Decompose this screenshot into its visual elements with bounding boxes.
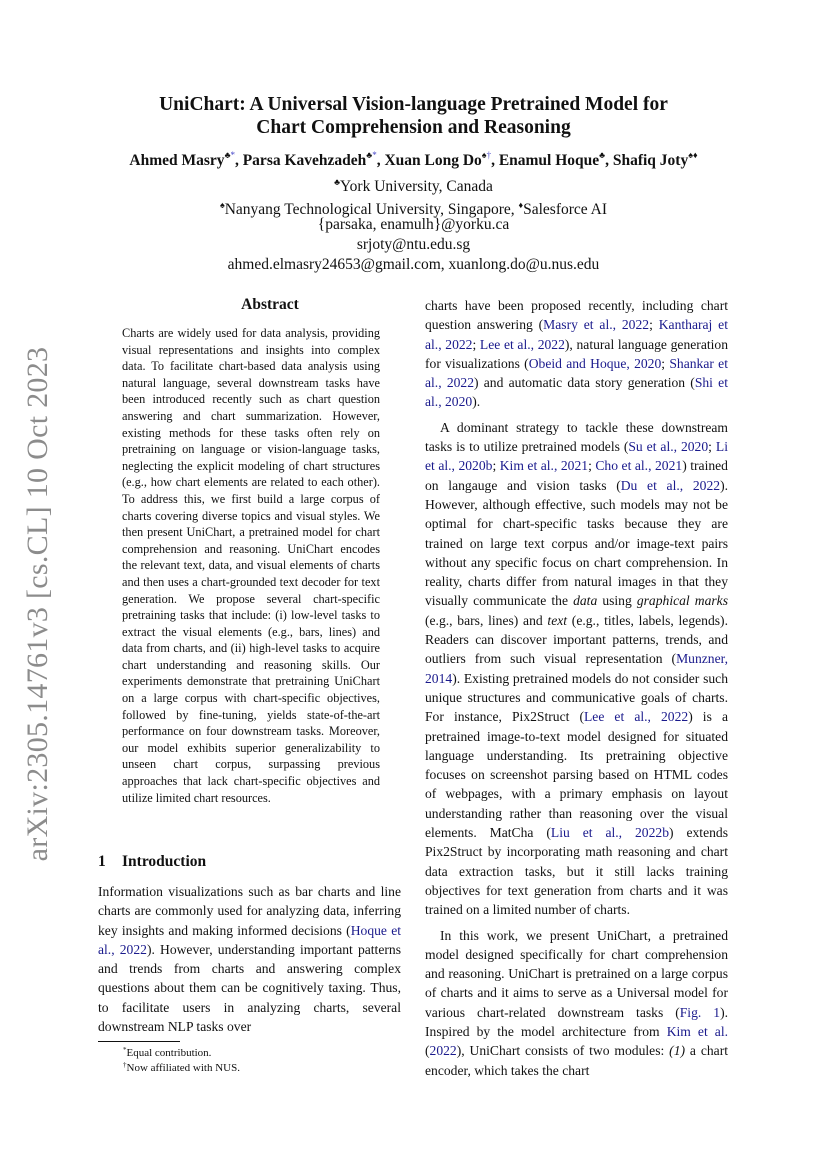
author: Ahmed Masry♣*, [129, 150, 243, 169]
affiliation-ntu-salesforce: ♠Nanyang Technological University, Singapore, ♦Salesforce AI [219, 200, 608, 218]
author-list [0, 150, 827, 170]
email-line: srjoty@ntu.edu.sg [356, 236, 471, 253]
author: Enamul Hoque♣, [498, 150, 613, 169]
citation-link[interactable]: Kim et al. [666, 1023, 729, 1039]
citation-link[interactable]: Masry et al., 2022 [543, 317, 650, 333]
abstract-body: Charts are widely used for data analysis, providing visual representations and insights into complex data. To facilitate chart-based data analysis using natural language, several downstream tasks have been introduced recently such as chart question answering and chart summarization. However, existing methods for these tasks often rely on pretraining on language or vision-language tasks, neglecting the explicit modeling of chart structures (e.g., how chart elements are related to each other). To address this, we first build a large corpus of charts covering diverse topics and visual styles. We then present UniChart, a pretrained model for chart comprehension and reasoning. UniChart encodes the relevant text, data, and visual elements of charts and then uses a chart-grounded text decoder for text generation. We propose several chart-specific pretraining tasks that include: (i) low-level tasks to extract the visual elements (e.g., bars, lines) and data from charts, and (ii) high-level tasks to acquire chart understanding and reasoning skills. Our experiments demonstrate that pretraining UniChart on a large corpus with chart-specific objectives, followed by fine-tuning, yields state-of-the-art performance on four downstream tasks. Moreover, our model exhibits superior generalizability to unseen chart corpus, surpassing previous approaches that lack chart-specific objectives and utilize limited chart resources. [122, 326, 380, 805]
arxiv-identifier: arXiv:2305.14761v3 [cs.CL] 10 Oct 2023 [21, 346, 54, 862]
figure-link[interactable]: Fig. 1 [679, 1004, 721, 1020]
right-column [425, 296, 728, 1080]
author: Parsa Kavehzadeh♣*, [242, 150, 385, 169]
introduction-paragraph: Information visualizations such as bar charts and line charts are commonly used for analyzing data, inferring key insights and making informed decisions (Hoque et al., 2022). However, understanding important patterns and trends from charts and answering complex questions about them can be cognitively taxing. Thus, to facilitate users in analyzing charts, several downstream NLP tasks over [98, 884, 402, 1035]
citation-link[interactable]: Munzner, 2014 [425, 651, 728, 686]
citation-link[interactable]: Lee et al., 2022 [583, 709, 689, 725]
citation-link[interactable]: Lee et al., 2022 [479, 336, 565, 352]
author: Shafiq Joty♠♦ [612, 150, 698, 169]
paragraph: A dominant strategy to tackle these downstream tasks is to utilize pretrained models (Su et al., 2020; Li et al., 2020b; Kim et al., 2021; Cho et al., 2021) trained on langauge and vision tasks (Du et al., 2022). However, although effective, such models may not be optimal for chart-specific tasks because they are trained on large text corpus and/or image-text pairs without any specific focus on chart comprehension. In reality, charts differ from natural images in that they visually communicate the data using graphical marks (e.g., bars, lines) and text (e.g., titles, labels, legends). Readers can discover important patterns, trends, and outliers from such visual representation (Munzner, 2014). Existing pretrained models do not consider such unique structures and communicative goals of charts. For instance, Pix2Struct (Lee et al., 2022) is a pretrained image-to-text model designed for situated language understanding. Its pretraining objective focuses on screenshot parsing based on HTML codes of webpages, with a primary emphasis on layout understanding rather than reasoning over the visual elements. MatCha (Liu et al., 2022b) extends Pix2Struct by incorporating math reasoning and chart data extraction tasks, but it still lacks training objectives for text generation from charts and it was trained on a limited number of charts. [425, 419, 728, 918]
abstract-heading: Abstract [241, 296, 299, 313]
footnote: *Equal contribution. [123, 1046, 212, 1059]
citation-link[interactable]: Su et al., 2020 [628, 439, 709, 455]
paragraph: charts have been proposed recently, including chart question answering (Masry et al., 2022; Kantharaj et al., 2022; Lee et al., 2022), natural language generation for visualizations (Obeid and Hoque, 2020; Shankar et al., 2022) and automatic data story generation (Shi et al., 2020). [425, 298, 729, 410]
arxiv-stamp [18, 346, 58, 862]
citation-link[interactable]: Shi et al., 2020 [425, 375, 728, 410]
citation-link[interactable]: Li et al., 2020b [425, 439, 728, 474]
paragraph: In this work, we present UniChart, a pretrained model designed specifically for chart comprehension and reasoning. UniChart is pretrained on a large corpus of charts and it aims to serve as a Universal model for various chart-related downstream tasks (Fig. 1). Inspired by the model architecture from Kim et al. (2022), UniChart consists of two modules: (1) a chart encoder, which takes the chart [425, 927, 729, 1078]
citation-link[interactable]: Liu et al., 2022b [550, 825, 669, 841]
citation-link[interactable]: Hoque et al., 2022 [98, 922, 402, 957]
title-line-1: UniChart: A Universal Vision-language Pretrained Model for [159, 94, 668, 115]
citation-link[interactable]: Obeid and Hoque, 2020 [528, 355, 662, 371]
title-line-2: Chart Comprehension and Reasoning [256, 117, 571, 138]
citation-link[interactable]: Shankar et al., 2022 [425, 355, 728, 391]
citation-link[interactable]: Kantharaj et al., 2022 [425, 317, 728, 352]
citation-link[interactable]: Du et al., 2022 [620, 477, 721, 493]
footnote: †Now affiliated with NUS. [123, 1061, 240, 1074]
paper-title [0, 93, 827, 139]
citation-link[interactable]: Kim et al., 2021 [499, 458, 589, 474]
citation-link[interactable]: 2022 [429, 1043, 457, 1059]
footnote-rule [98, 1041, 180, 1042]
section-heading-introduction: 1 Introduction [98, 853, 207, 870]
email-line: ahmed.elmasry24653@gmail.com, xuanlong.do@u.nus.edu [227, 256, 600, 273]
author: Xuan Long Do♠†, [384, 150, 499, 169]
email-line: {parsaka, enamulh}@yorku.ca [317, 216, 510, 233]
citation-link[interactable]: Cho et al., 2021 [595, 458, 683, 474]
affiliation-york: ♣York University, Canada [334, 177, 493, 195]
